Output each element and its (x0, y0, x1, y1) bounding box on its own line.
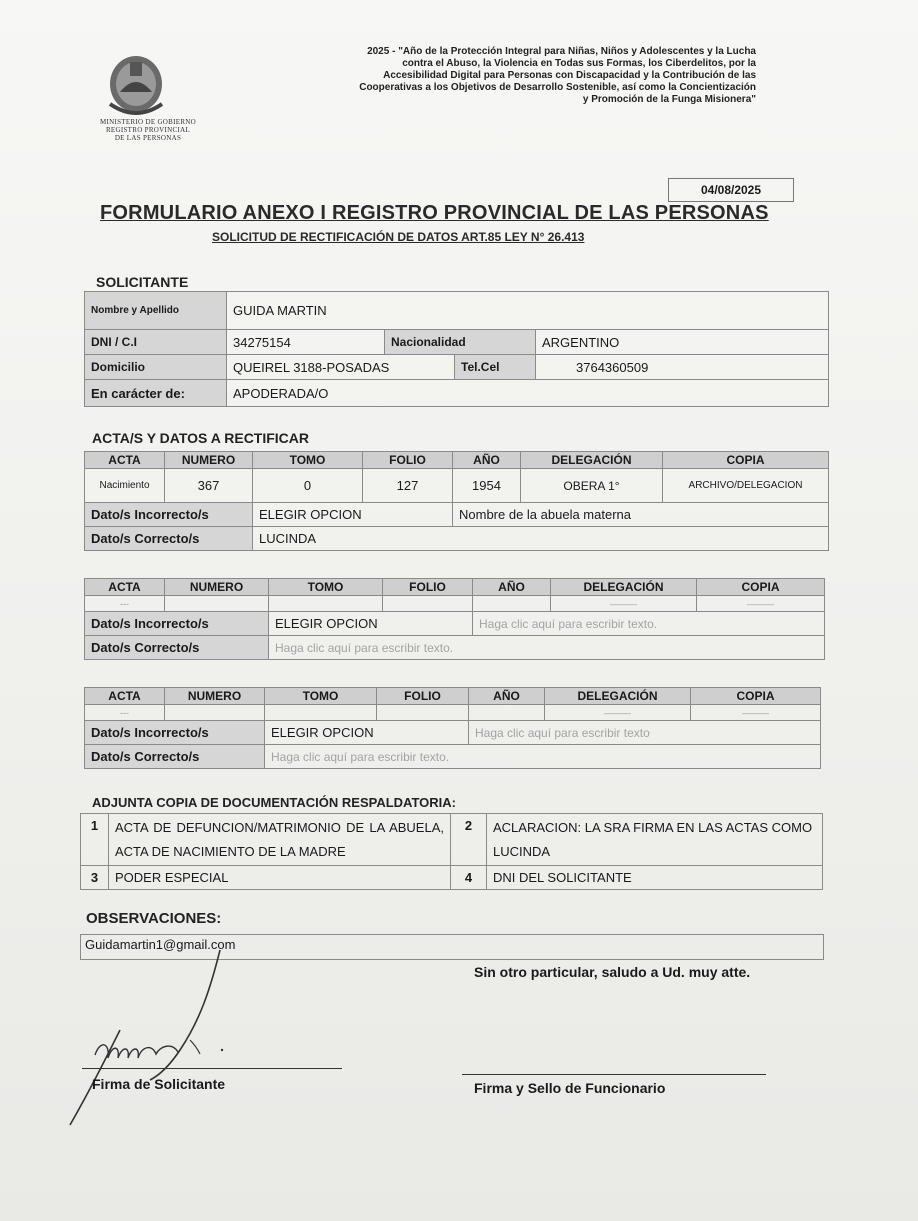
tel-field[interactable]: 3764360509 (536, 355, 829, 380)
caracter-label: En carácter de: (85, 380, 227, 407)
incorrecto-field[interactable]: Haga clic aquí para escribir texto (469, 721, 821, 745)
adjunta-item[interactable]: ACTA DE DEFUNCION/MATRIMONIO DE LA ABUELA, ACTA DE NACIMIENTO DE LA MADRE (109, 814, 451, 866)
adjunta-item[interactable]: PODER ESPECIAL (109, 866, 451, 890)
acta-copia[interactable]: ——— (697, 596, 825, 612)
col-tomo: TOMO (269, 579, 383, 596)
domicilio-label: Domicilio (85, 355, 227, 380)
col-copia: COPIA (691, 688, 821, 705)
adjunta-item[interactable]: ACLARACION: LA SRA FIRMA EN LAS ACTAS COMO LUCINDA (487, 814, 823, 866)
incorrecto-label: Dato/s Incorrecto/s (85, 612, 269, 636)
handwritten-signature-icon (60, 950, 260, 1130)
nacionalidad-label: Nacionalidad (385, 330, 536, 355)
acta-copia[interactable]: ——— (691, 705, 821, 721)
institution-name: MINISTERIO DE GOBIERNO REGISTRO PROVINCIAL DE LAS PERSONAS (99, 118, 197, 142)
incorrecto-field[interactable]: Nombre de la abuela materna (453, 503, 829, 527)
col-numero: NUMERO (165, 452, 253, 469)
col-delegacion: DELEGACIÓN (551, 579, 697, 596)
dni-field[interactable]: 34275154 (227, 330, 385, 355)
firma-solicitante-label: Firma de Solicitante (92, 1076, 226, 1092)
col-tomo: TOMO (253, 452, 363, 469)
acta-type[interactable]: Nacimiento (85, 469, 165, 503)
col-numero: NUMERO (165, 688, 265, 705)
acta-type[interactable]: --- (85, 705, 165, 721)
col-anio: AÑO (473, 579, 551, 596)
incorrecto-label: Dato/s Incorrecto/s (85, 721, 265, 745)
adjunta-heading: ADJUNTA COPIA DE DOCUMENTACIÓN RESPALDATORIA: (92, 795, 456, 810)
col-acta: ACTA (85, 452, 165, 469)
observaciones-heading: OBSERVACIONES: (86, 910, 222, 927)
correcto-label: Dato/s Correcto/s (85, 745, 265, 769)
col-delegacion: DELEGACIÓN (521, 452, 663, 469)
tel-label: Tel.Cel (455, 355, 536, 380)
nombre-label: Nombre y Apellido (85, 292, 227, 330)
acta-tomo[interactable] (265, 705, 377, 721)
correcto-label: Dato/s Correcto/s (85, 527, 253, 551)
firma-funcionario-label: Firma y Sello de Funcionario (474, 1080, 666, 1096)
col-acta: ACTA (85, 579, 165, 596)
adjunta-table (80, 813, 823, 890)
solicitante-table (84, 291, 829, 407)
observaciones-field[interactable]: Guidamartin1@gmail.com (80, 934, 824, 960)
acta-block-3 (84, 687, 821, 769)
caracter-field[interactable]: APODERADA/O (227, 380, 829, 407)
nacionalidad-field[interactable]: ARGENTINO (536, 330, 829, 355)
acta-block-2 (84, 578, 825, 660)
correcto-field[interactable]: Haga clic aquí para escribir texto. (269, 636, 825, 660)
col-tomo: TOMO (265, 688, 377, 705)
form-title: FORMULARIO ANEXO I REGISTRO PROVINCIAL DE LAS PERSONAS (100, 202, 769, 224)
opcion-select[interactable]: ELEGIR OPCION (269, 612, 473, 636)
acta-folio[interactable]: 127 (363, 469, 453, 503)
acta-anio[interactable] (473, 596, 551, 612)
col-numero: NUMERO (165, 579, 269, 596)
acta-tomo[interactable]: 0 (253, 469, 363, 503)
correcto-field[interactable]: Haga clic aquí para escribir texto. (265, 745, 821, 769)
col-acta: ACTA (85, 688, 165, 705)
acta-delegacion[interactable]: OBERA 1° (521, 469, 663, 503)
solicitante-heading: SOLICITANTE (96, 274, 189, 290)
acta-delegacion[interactable]: ——— (545, 705, 691, 721)
solicitante-signature-line (82, 1068, 342, 1069)
funcionario-signature-line (462, 1074, 766, 1075)
acta-copia[interactable]: ARCHIVO/DELEGACION (663, 469, 829, 503)
acta-delegacion[interactable]: ——— (551, 596, 697, 612)
closing-text: Sin otro particular, saludo a Ud. muy atte. (474, 964, 751, 980)
col-copia: COPIA (663, 452, 829, 469)
acta-tomo[interactable] (269, 596, 383, 612)
incorrecto-label: Dato/s Incorrecto/s (85, 503, 253, 527)
acta-folio[interactable] (377, 705, 469, 721)
acta-block-1 (84, 451, 829, 551)
year-motto: 2025 - "Año de la Protección Integral para Niñas, Niños y Adolescentes y la Lucha contra el Abuso, la Violencia en Todas sus Formas, los Ciberdelitos, por la Accesibilidad Digital para Personas con Discapacidad y la Contribución de las Cooperativas a los Objetivos de Desarrollo Sostenible, así como la Concientización y Promoción de la Funga Misionera" (359, 46, 756, 105)
col-copia: COPIA (697, 579, 825, 596)
nombre-field[interactable]: GUIDA MARTIN (227, 292, 829, 330)
col-anio: AÑO (453, 452, 521, 469)
adjunta-num: 3 (81, 866, 109, 890)
acta-numero[interactable]: 367 (165, 469, 253, 503)
adjunta-num: 4 (451, 866, 487, 890)
domicilio-field[interactable]: QUEIREL 3188-POSADAS (227, 355, 455, 380)
acta-type[interactable]: --- (85, 596, 165, 612)
opcion-select[interactable]: ELEGIR OPCION (265, 721, 469, 745)
adjunta-num: 1 (81, 814, 109, 866)
acta-numero[interactable] (165, 705, 265, 721)
correcto-field[interactable]: LUCINDA (253, 527, 829, 551)
form-date[interactable]: 04/08/2025 (668, 178, 794, 202)
col-folio: FOLIO (377, 688, 469, 705)
acta-anio[interactable] (469, 705, 545, 721)
incorrecto-field[interactable]: Haga clic aquí para escribir texto. (473, 612, 825, 636)
adjunta-num: 2 (451, 814, 487, 866)
acta-anio[interactable]: 1954 (453, 469, 521, 503)
acta-folio[interactable] (383, 596, 473, 612)
acta-numero[interactable] (165, 596, 269, 612)
provincial-seal-icon (100, 52, 172, 122)
correcto-label: Dato/s Correcto/s (85, 636, 269, 660)
col-delegacion: DELEGACIÓN (545, 688, 691, 705)
col-folio: FOLIO (383, 579, 473, 596)
dni-label: DNI / C.I (85, 330, 227, 355)
adjunta-item[interactable]: DNI DEL SOLICITANTE (487, 866, 823, 890)
opcion-select[interactable]: ELEGIR OPCION (253, 503, 453, 527)
col-anio: AÑO (469, 688, 545, 705)
col-folio: FOLIO (363, 452, 453, 469)
form-subtitle: SOLICITUD DE RECTIFICACIÓN DE DATOS ART.85 LEY N° 26.413 (212, 230, 585, 244)
actas-heading: ACTA/S Y DATOS A RECTIFICAR (92, 430, 310, 446)
